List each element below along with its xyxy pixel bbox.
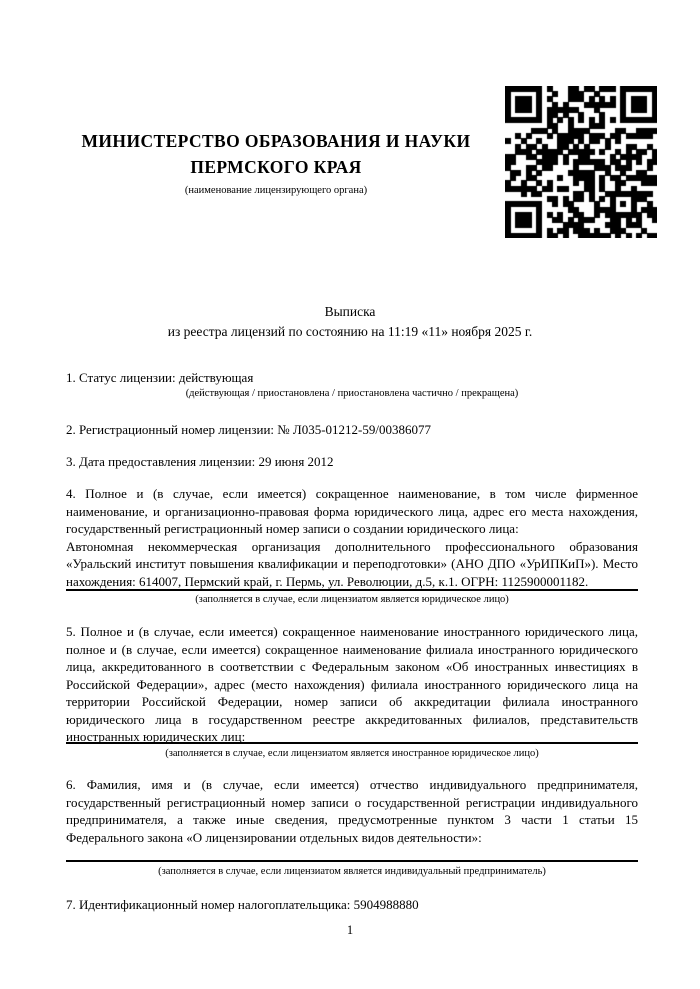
ministry-caption: (наименование лицензирующего органа) <box>184 185 368 196</box>
item-3-grant-date: 3. Дата предоставления лицензии: 29 июня 2012 <box>66 454 334 469</box>
document-title <box>0 302 700 342</box>
item-4-text: 4. Полное и (в случае, если имеется) сокращенное наименование, в том числе фирменное наименование, и организационно-правовая форма юридического лица, адрес его места нахождения, государственный регистрационный номер записи о создании юридического лица: <box>66 486 638 536</box>
item-5-note: (заполняется в случае, если лицензиатом является иностранное юридическое лицо) <box>165 748 539 759</box>
item-7-taxpayer-number: 7. Идентификационный номер налогоплательщика: 5904988880 <box>66 897 419 912</box>
item-4-value: Автономная некоммерческая организация дополнительного профессионального образования «Уральский институт повышения квалификации и переподготовки» (АНО ДПО «УрИПКиП»). Место нахождения: 614007, Пермский край, г. Пермь, ул. Революции, д.5, к.1. ОГРН: 1125900001182. <box>66 538 638 589</box>
ministry-name-line1: МИНИСТЕРСТВО ОБРАЗОВАНИЯ И НАУКИ <box>81 131 471 151</box>
item-5-foreign-entity: 5. Полное и (в случае, если имеется) сокращенное наименование иностранного юридического лица, полное и (в случае, если имеется) сокращенное наименование филиала иностранного юридического лица, аккредитованного в соответствии с Федеральным законом «Об иностранных инвестициях в Российской Федерации», адрес (место нахождения) филиала иностранного юридического лица на территории Российской Федерации, номер записи об аккредитации филиала иностранного юридического лица в государственном реестре аккредитованных филиалов, представительств иностранных юридических лиц: <box>66 624 638 744</box>
page-number: 1 <box>346 923 354 937</box>
item-4-fill-line <box>66 589 638 591</box>
item-4-legal-entity <box>66 485 638 590</box>
item-1-note: (действующая / приостановлена / приостановлена частично / прекращена) <box>185 388 519 399</box>
item-6-note: (заполняется в случае, если лицензиатом является индивидуальный предприниматель) <box>158 866 546 877</box>
item-6-fill-line <box>66 860 638 862</box>
ministry-name <box>58 128 494 180</box>
item-1-license-status: 1. Статус лицензии: действующая <box>66 370 254 385</box>
ministry-name-line2: ПЕРМСКОГО КРАЯ <box>190 157 362 177</box>
item-6-individual-entrepreneur: 6. Фамилия, имя и (в случае, если имеется) отчество индивидуального предпринимателя, государственный регистрационный номер записи о государственной регистрации индивидуального предпринимателя, а также иные сведения, предусмотренные пунктом 3 части 1 статьи 15 Федерального закона «О лицензировании отдельных видов деятельности»: <box>66 777 638 845</box>
item-4-note: (заполняется в случае, если лицензиатом является юридическое лицо) <box>195 594 509 605</box>
document-title-line1: Выписка <box>324 304 376 319</box>
item-2-registration-number: 2. Регистрационный номер лицензии: № Л035-01212-59/00386077 <box>66 422 432 437</box>
qr-code-icon <box>505 86 657 238</box>
document-title-line2: из реестра лицензий по состоянию на 11:19 «11» ноября 2025 г. <box>167 324 533 339</box>
licensing-authority-header <box>58 128 494 196</box>
item-5-fill-line <box>66 742 638 744</box>
